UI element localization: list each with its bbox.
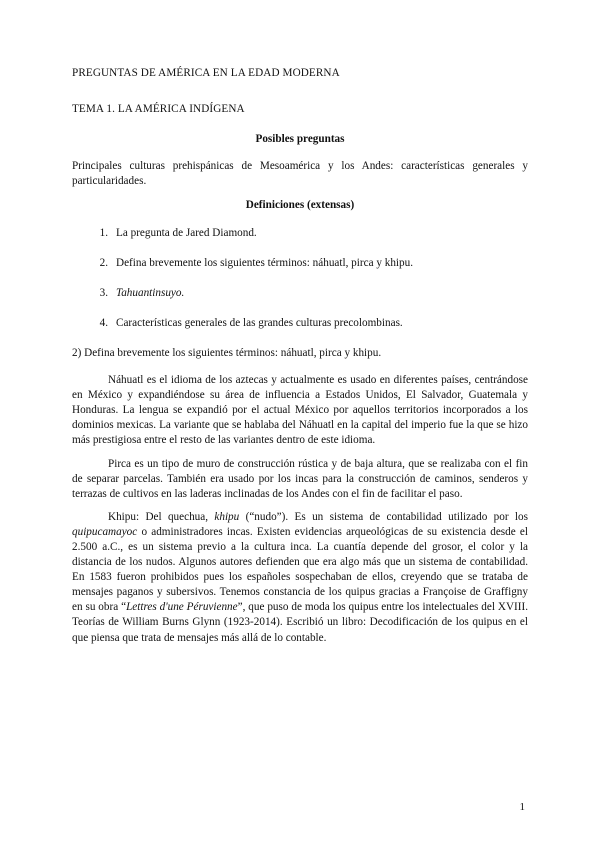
intro-paragraph: Principales culturas prehispánicas de Mesoamérica y los Andes: características generales y particularidades. [72,160,528,188]
list-number: 4. [99,316,108,329]
khipu-text-4: ”, que puso de moda los quipus entre los intelectuales del XVIII. Teorías de William Burns Glynn (1923-2014). Escribió un libro: Decodificación de los quipus en el que piensa que trata de mensajes más allá de lo contable. [72,601,528,644]
document-page [72,66,528,654]
nahuatl-paragraph: Náhuatl es el idioma de los aztecas y actualmente es usado en diferentes países, centrándose en México y expandiéndose su área de influencia a Estados Unidos, El Salvador, Guatemala y Honduras. La lengua se expandió por el actual México por aquellos territorios incorporados a los dominios mexicas. La variante que se hablaba del Náhuatl en la capital del imperio fue la que se hizo más prestigiosa entre el resto de las variantes dentro de este idioma. [72,374,528,447]
list-item [72,226,528,241]
answer-heading: 2) Defina brevemente los siguientes términos: náhuatl, pirca y khipu. [72,346,382,359]
list-item [72,286,528,301]
page-number: 1 [519,801,525,813]
possible-questions-heading: Posibles preguntas [255,133,345,146]
definitions-heading: Definiciones (extensas) [245,199,355,212]
list-number: 1. [99,226,108,239]
work-title: Lettres d'une Péruvienne [126,601,238,614]
topic-title: TEMA 1. LA AMÉRICA INDÍGENA [72,103,245,116]
khipu-paragraph [72,510,528,646]
list-text: Defina brevemente los siguientes términos: náhuatl, pirca y khipu. [116,256,414,269]
pirca-paragraph: Pirca es un tipo de muro de construcción rústica y de baja altura, que se realizaba con el fin de separar parcelas. También era usado por los incas para la construcción de caminos, senderos y terrazas de cultivos en las laderas inclinadas de los Andes con el fin de facilitar el paso. [72,457,528,500]
list-text: Características generales de las grandes culturas precolombinas. [116,316,403,329]
list-number: 3. [99,286,108,299]
questions-list [72,226,528,331]
list-item [72,256,528,271]
khipu-text-3: o administradores incas. Existen evidencias arqueológicas de su existencia desde el 2.500 a.C., es un sistema previo a la cultura inca. La cuantía depende del grosor, el color y la distancia de los nudos. Algunos autores defienden que era algo más que un sistema de contabilidad. En 1583 fueron prohibidos pues los españoles sospechaban de ellos, creyendo que se trataba de mensajes paganos y subersivos. Tenemos constancia de los quipus gracias a Françoise de Graffigny en su obra “ [72,525,528,614]
document-title: PREGUNTAS DE AMÉRICA EN LA EDAD MODERNA [72,67,340,79]
quipucamayoc-term: quipucamayoc [72,525,138,538]
list-item [72,316,528,331]
list-text: La pregunta de Jared Diamond. [116,226,257,239]
khipu-text-2: (“nudo”). Es un sistema de contabilidad utilizado por los [239,510,528,523]
khipu-term: khipu [214,510,240,523]
khipu-text-1: Khipu: Del quechua, [108,510,215,523]
list-text: Tahuantinsuyo. [116,286,185,299]
list-number: 2. [99,256,108,269]
